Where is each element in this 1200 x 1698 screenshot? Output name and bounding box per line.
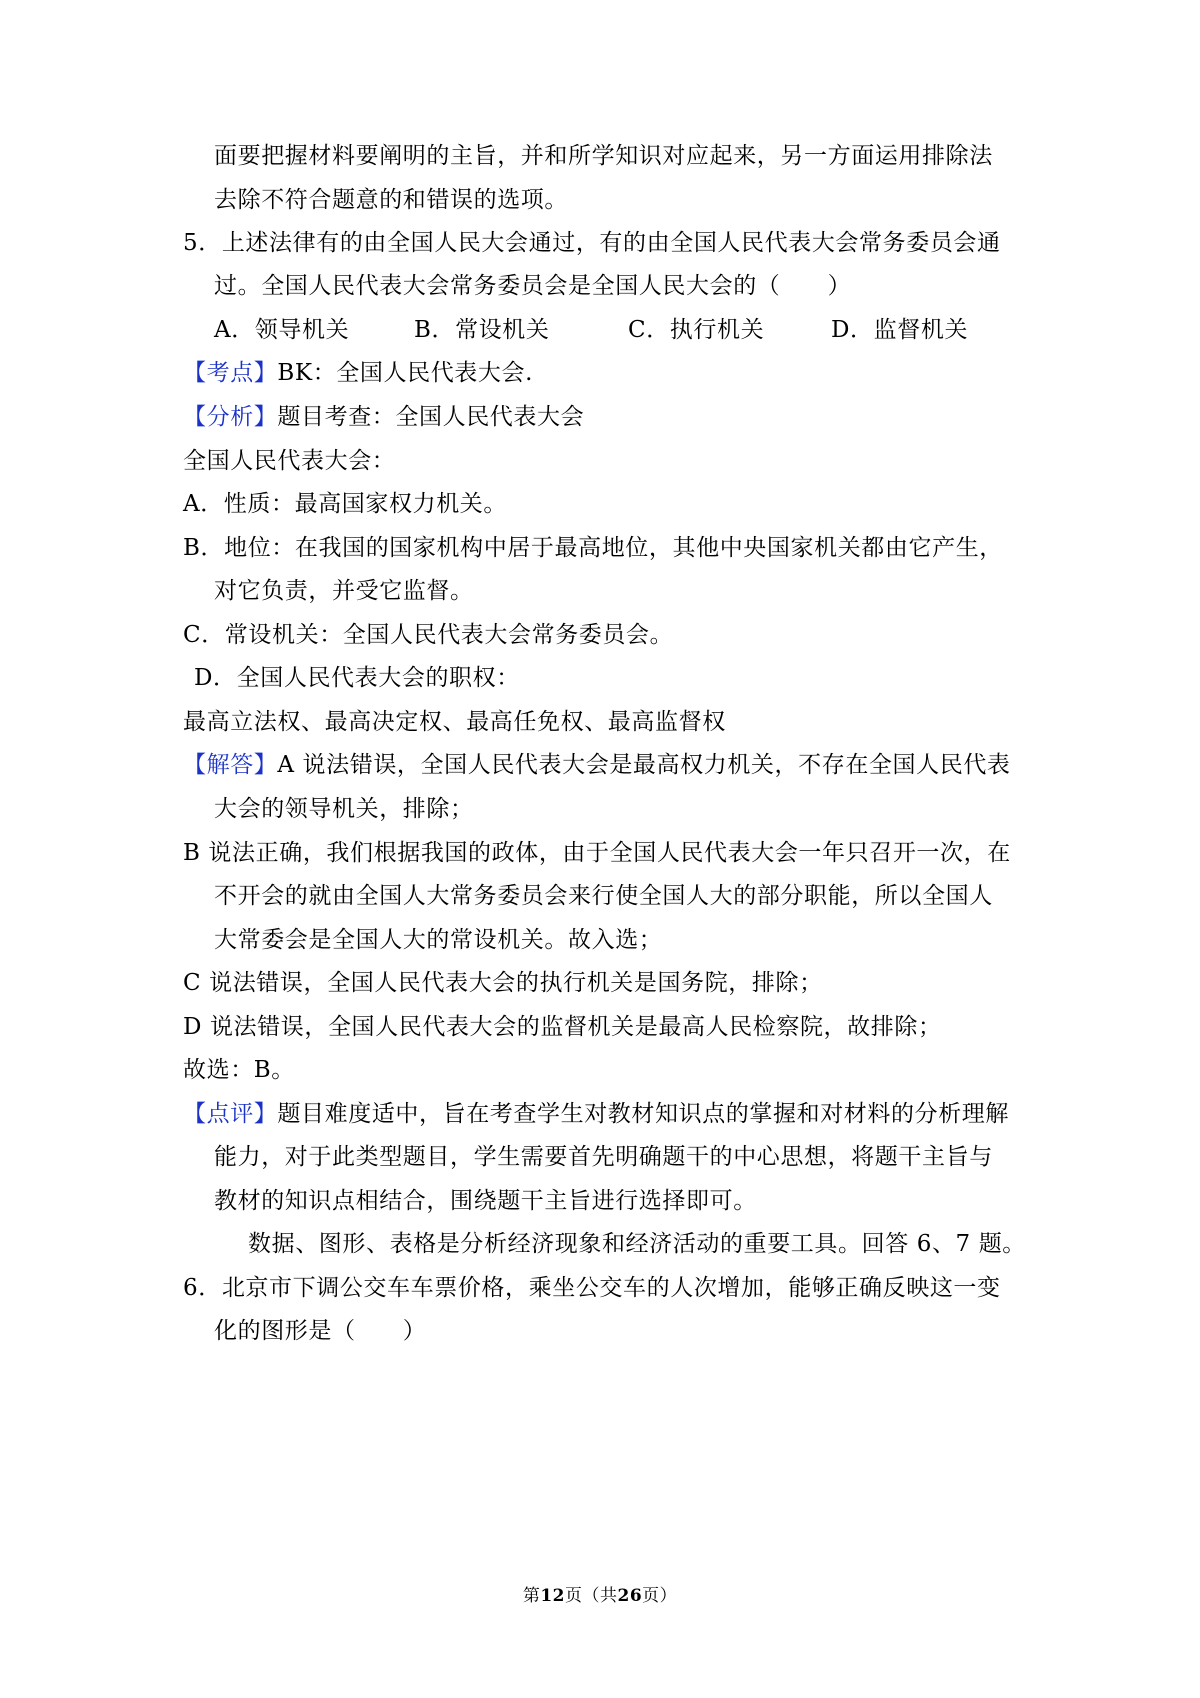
dianping-tag: 【点评】	[183, 1101, 278, 1127]
dianping-line-2: 能力，对于此类型题目，学生需要首先明确题干的中心思想，将题干主旨与	[214, 1144, 993, 1170]
fenxi-tag: 【分析】	[183, 404, 278, 430]
jieda-line-2: 大会的领导机关，排除；	[214, 796, 474, 822]
dianping-row	[183, 1099, 1009, 1129]
analysis-d: D．全国人民代表大会的职权：	[194, 665, 520, 691]
analysis-b-line-1: B．地位：在我国的国家机构中居于最高地位，其他中央国家机关都由它产生，	[183, 535, 1003, 561]
d-answer: D 说法错误，全国人民代表大会的监督机关是最高人民检察院，故排除；	[183, 1014, 942, 1040]
prev-tail-line-2: 去除不符合题意的和错误的选项。	[214, 187, 568, 213]
q5-option-a: A．领导机关	[214, 317, 350, 343]
page-footer	[0, 1585, 1200, 1607]
kaodian-tag: 【考点】	[183, 360, 278, 386]
kaodian-text: BK：全国人民代表大会.	[277, 360, 534, 386]
fenxi-row	[183, 402, 584, 432]
prev-tail-line-1: 面要把握材料要阐明的主旨，并和所学知识对应起来，另一方面运用排除法	[214, 143, 993, 169]
q5-option-d: D．监督机关	[831, 317, 969, 343]
q6-stem-line-1: 6．北京市下调公交车车票价格，乘坐公交车的人次增加，能够正确反映这一变	[183, 1275, 1001, 1301]
q5-option-b: B．常设机关	[414, 317, 550, 343]
b-answer-line-2: 不开会的就由全国人大常务委员会来行使全国人大的部分职能，所以全国人	[214, 883, 993, 909]
analysis-c: C．常设机关：全国人民代表大会常务委员会。	[183, 622, 674, 648]
b-answer-line-1: B 说法正确，我们根据我国的政体，由于全国人民代表大会一年只召开一次，在	[183, 840, 1011, 866]
footer-suffix: 页）	[642, 1586, 678, 1606]
q5-option-c: C．执行机关	[628, 317, 765, 343]
analysis-powers: 最高立法权、最高决定权、最高任免权、最高监督权	[183, 709, 726, 735]
intro-6-7: 数据、图形、表格是分析经济现象和经济活动的重要工具。回答 6、7 题。	[248, 1231, 1026, 1257]
jieda-line-1: A 说法错误，全国人民代表大会是最高权力机关，不存在全国人民代表	[277, 752, 1011, 778]
dianping-line-1: 题目难度适中，旨在考查学生对教材知识点的掌握和对材料的分析理解	[277, 1101, 1010, 1127]
analysis-a: A．性质：最高国家权力机关。	[183, 491, 508, 517]
q5-stem-line-2: 过。全国人民代表大会常务委员会是全国人民大会的（ ）	[214, 273, 852, 299]
kaodian-row	[183, 358, 533, 388]
footer-middle: 页（共	[565, 1586, 618, 1606]
q5-stem-line-1: 5．上述法律有的由全国人民大会通过，有的由全国人民代表大会常务委员会通	[183, 230, 1001, 256]
dianping-line-3: 教材的知识点相结合，围绕题干主旨进行选择即可。	[214, 1188, 757, 1214]
jieda-tag: 【解答】	[183, 752, 278, 778]
analysis-intro: 全国人民代表大会：	[183, 448, 396, 474]
jieda-row	[183, 750, 1011, 780]
b-answer-line-3: 大常委会是全国人大的常设机关。故入选；	[214, 927, 663, 953]
q6-stem-line-2: 化的图形是（ ）	[214, 1318, 427, 1344]
footer-prefix: 第	[522, 1586, 541, 1606]
footer-page-number: 12	[540, 1586, 565, 1606]
footer-total-pages: 26	[617, 1586, 643, 1606]
fenxi-text: 题目考查：全国人民代表大会	[277, 404, 585, 430]
analysis-b-line-2: 对它负责，并受它监督。	[214, 578, 474, 604]
c-answer: C 说法错误，全国人民代表大会的执行机关是国务院，排除；	[183, 970, 823, 996]
choice: 故选：B。	[183, 1057, 295, 1083]
